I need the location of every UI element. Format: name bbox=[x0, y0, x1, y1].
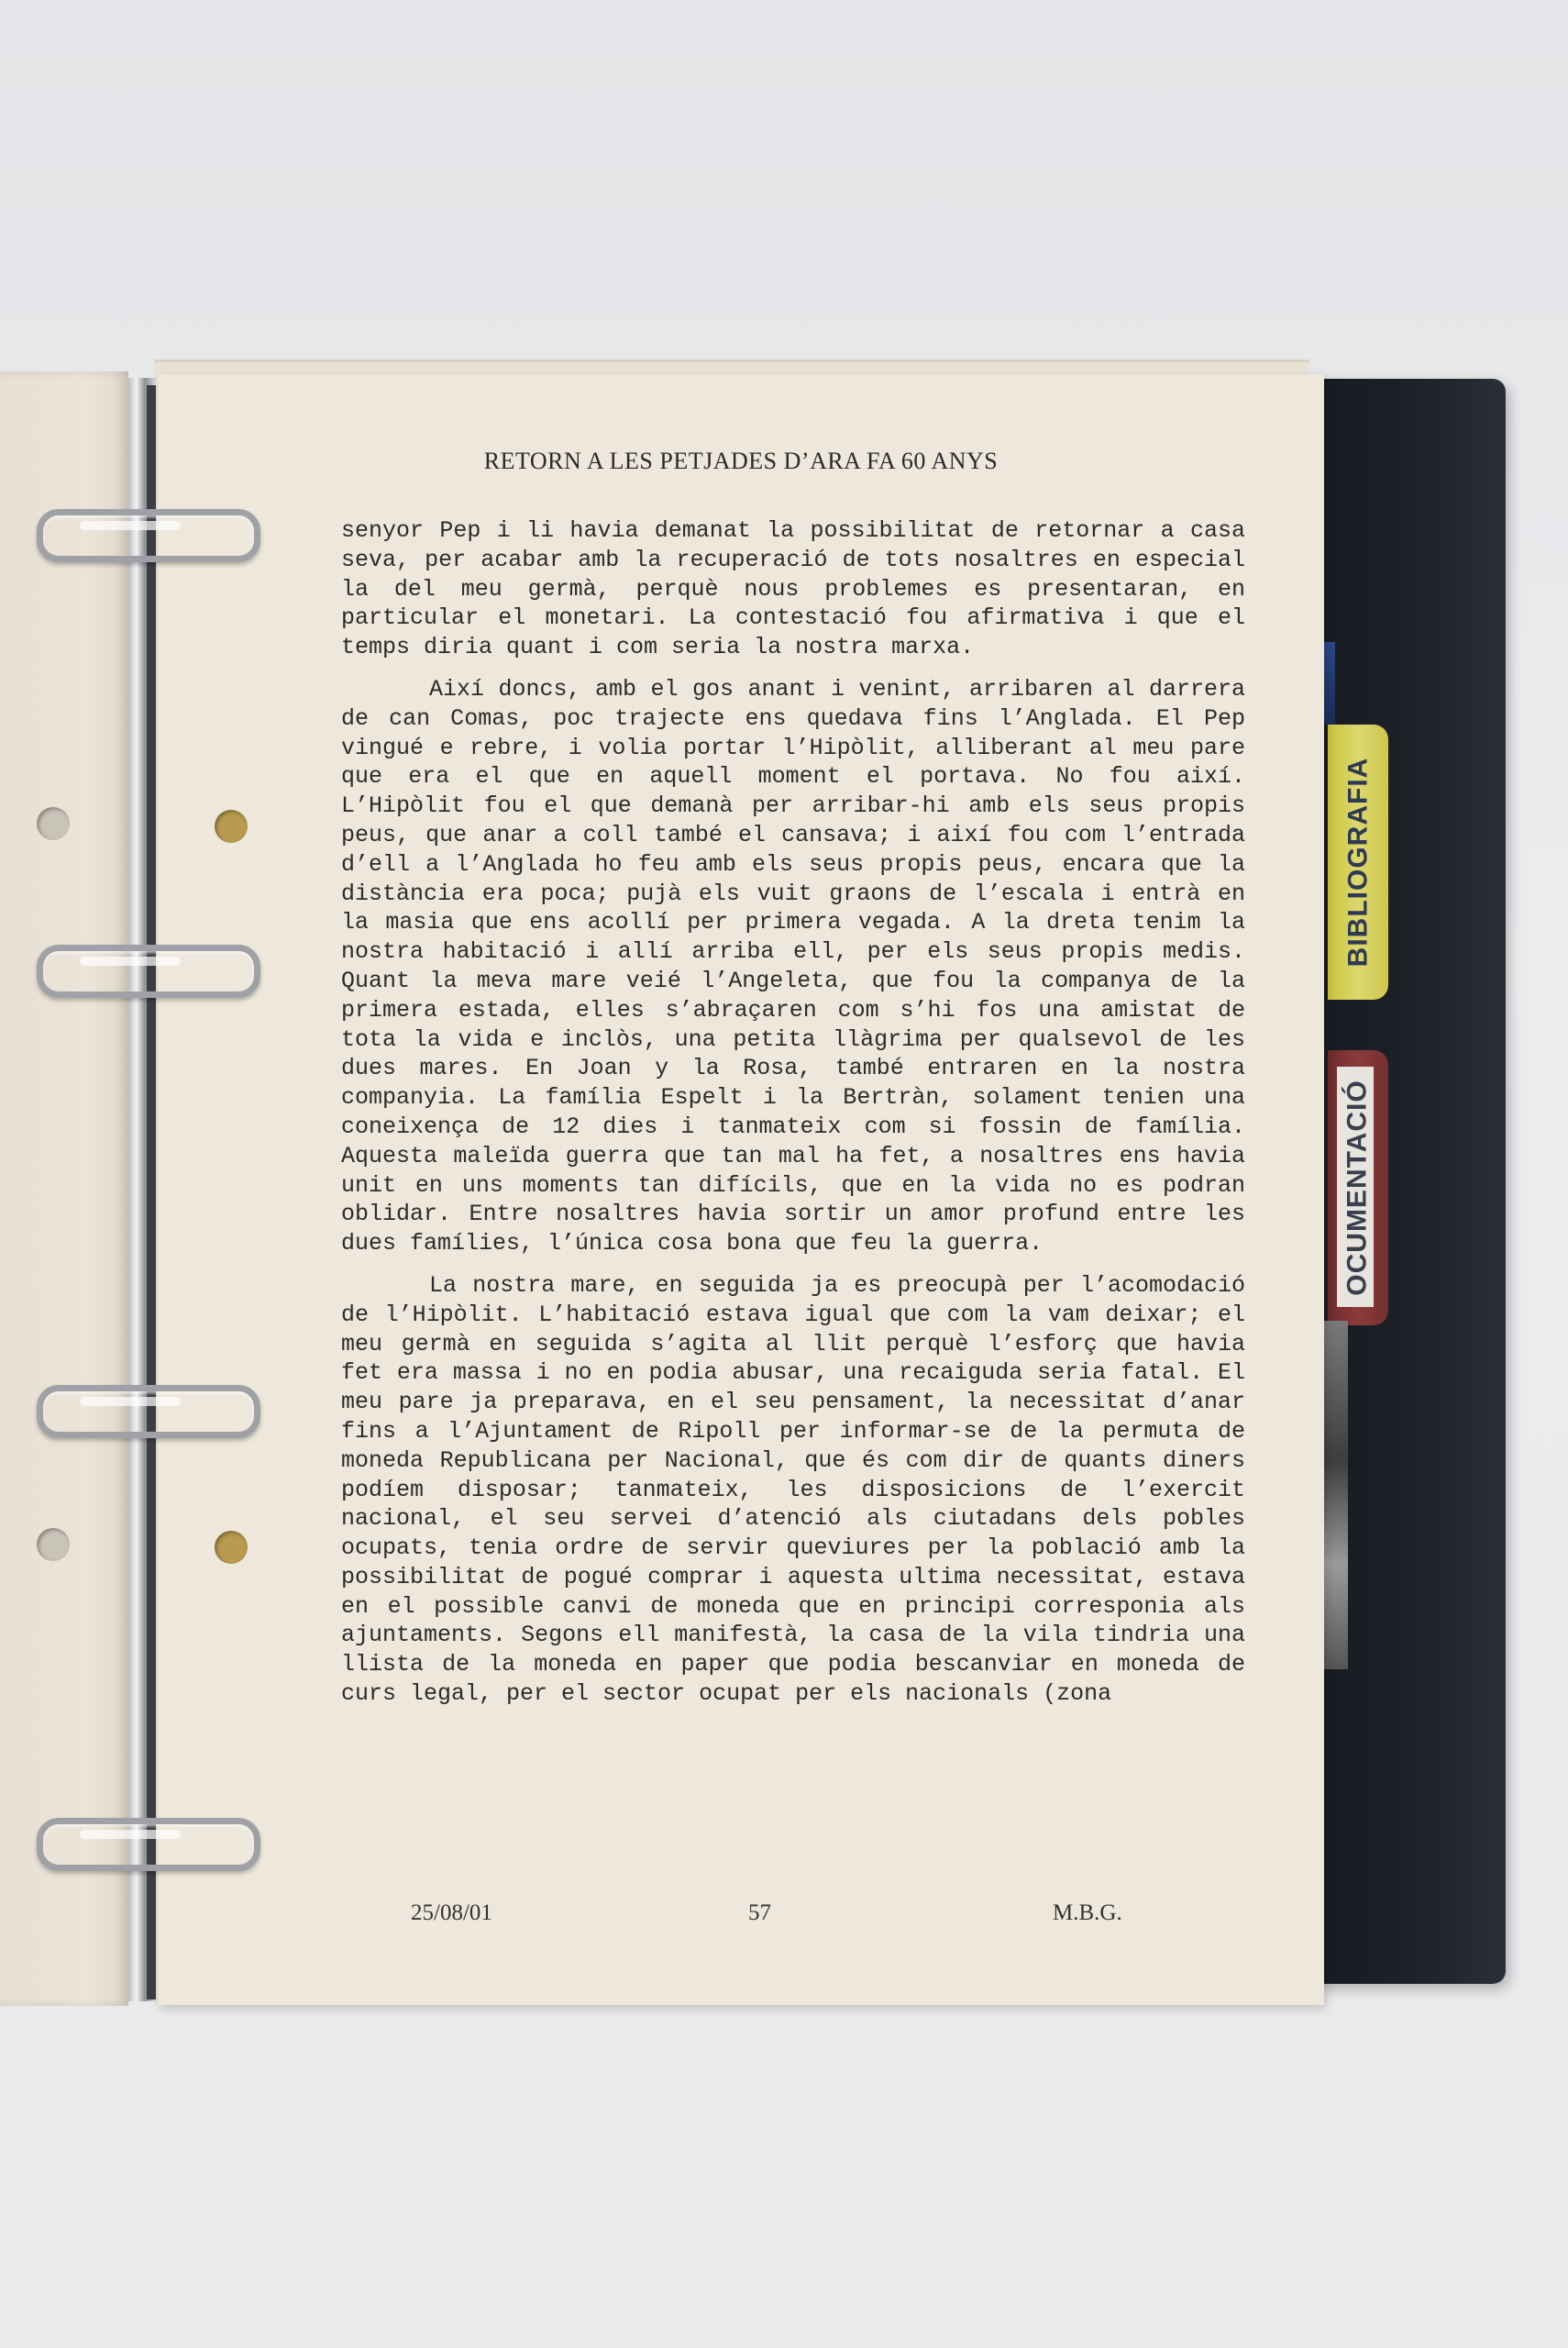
paragraph: senyor Pep i li havia demanat la possibilitat de retornar a casa seva, per acabar amb la recuperació de tots nosaltres en especial la del meu germà, perquè nous problemes es presentaran, en particular el monetari. La contestació fou afirmativa i que el temps diria quant i com seria la nostra marxa. bbox=[341, 517, 1245, 661]
page-body bbox=[341, 516, 1245, 1722]
paragraph: Així doncs, amb el gos anant i venint, arribaren al darrera de can Comas, poc trajecte ens quedava fins l’Anglada. El Pep vingué e rebre, i volia portar l’Hipòlit, alliberant al meu pare que era el que en aquell moment el portava. No fou així. L’Hipòlit fou el que demanà per arribar-hi amb els seus propis peus, que anar a coll també el cansava; i així fou com l’entrada d’ell a l’Anglada ho feu amb els seus propis peus, encara que la distància era poca; pujà els vuit graons de l’escala i entrà en la masia que ens acollí per primera vegada. A la dreta tenim la nostra habitació i allí arriba ell, per els seus propis medis. Quant la meva mare veié l’Angeleta, que fou la companya de la primera estada, elles s’abraçaren com s’hi fos una amistat de tota la vida e inclòs, una petita llàgrima per qualsevol de les dues mares. En Joan y la Rosa, també entraren en la nostra companyia. La família Espelt i la Bertràn, solament tenien una coneixença de 12 dies i tanmateix com si fossin de família. Aquesta maleïda guerra que tan mal ha fet, a nosaltres ens havia unit en uns moments tan difícils, que en la vida no es podran oblidar. Entre nosaltres havia sortir un amor profund entre les dues famílies, l’única cosa bona que feu la guerra. bbox=[341, 675, 1245, 1257]
footer-initials: M.B.G. bbox=[1053, 1900, 1122, 1925]
binder-spine-shadow bbox=[147, 385, 156, 1999]
paragraph: La nostra mare, en seguida ja es preocupà per l’acomodació de l’Hipòlit. L’habitació estava igual que com la vam deixar; el meu germà en seguida s’agita al llit perquè l’esforç que havia fet era massa i no en podia abusar, una recaiguda seria fatal. El meu pare ja preparava, en el seu pensament, la necessitat d’anar fins a l’Ajuntament de Ripoll per informar-se de la permuta de moneda Republicana per Nacional, que és com dir de quants diners podíem disposar; tanmateix, les disposicions de l’exercit nacional, el seu servei d’atenció als ciutadans dels pobles ocupats, tenia ordre de servir queviures per la població amb la possibilitat de pogué comprar i aquesta ultima necessitat, estava en el possible canvi de moneda que en principi corresponia als ajuntaments. Segons ell manifestà, la casa de la vila tindria una llista de la moneda en paper que podia bescanviar en moneda de curs legal, per el sector ocupat per els nacionals (zona bbox=[341, 1271, 1245, 1708]
punch-hole bbox=[37, 807, 70, 840]
footer-page-number: 57 bbox=[748, 1900, 771, 1925]
left-page bbox=[0, 371, 128, 2006]
binder-ring bbox=[37, 1818, 260, 1871]
page-header-title: RETORN A LES PETJADES D’ARA FA 60 ANYS bbox=[483, 448, 999, 474]
photo-page-edge bbox=[1324, 1321, 1348, 1669]
tab-bibliografia-label: BIBLIOGRAFIA bbox=[1342, 757, 1373, 968]
binder-ring bbox=[37, 945, 260, 998]
tab-bibliografia[interactable] bbox=[1328, 725, 1388, 1000]
binder-ring bbox=[37, 509, 260, 562]
footer-date: 25/08/01 bbox=[411, 1900, 492, 1925]
punch-hole bbox=[215, 1531, 248, 1564]
tab-documentacio[interactable] bbox=[1328, 1050, 1388, 1325]
binder-ring bbox=[37, 1385, 260, 1438]
punch-hole bbox=[215, 810, 248, 843]
punch-hole bbox=[37, 1528, 70, 1561]
blue-divider-edge bbox=[1322, 642, 1335, 725]
tab-documentacio-label: OCUMENTACIÓ bbox=[1342, 1080, 1373, 1296]
